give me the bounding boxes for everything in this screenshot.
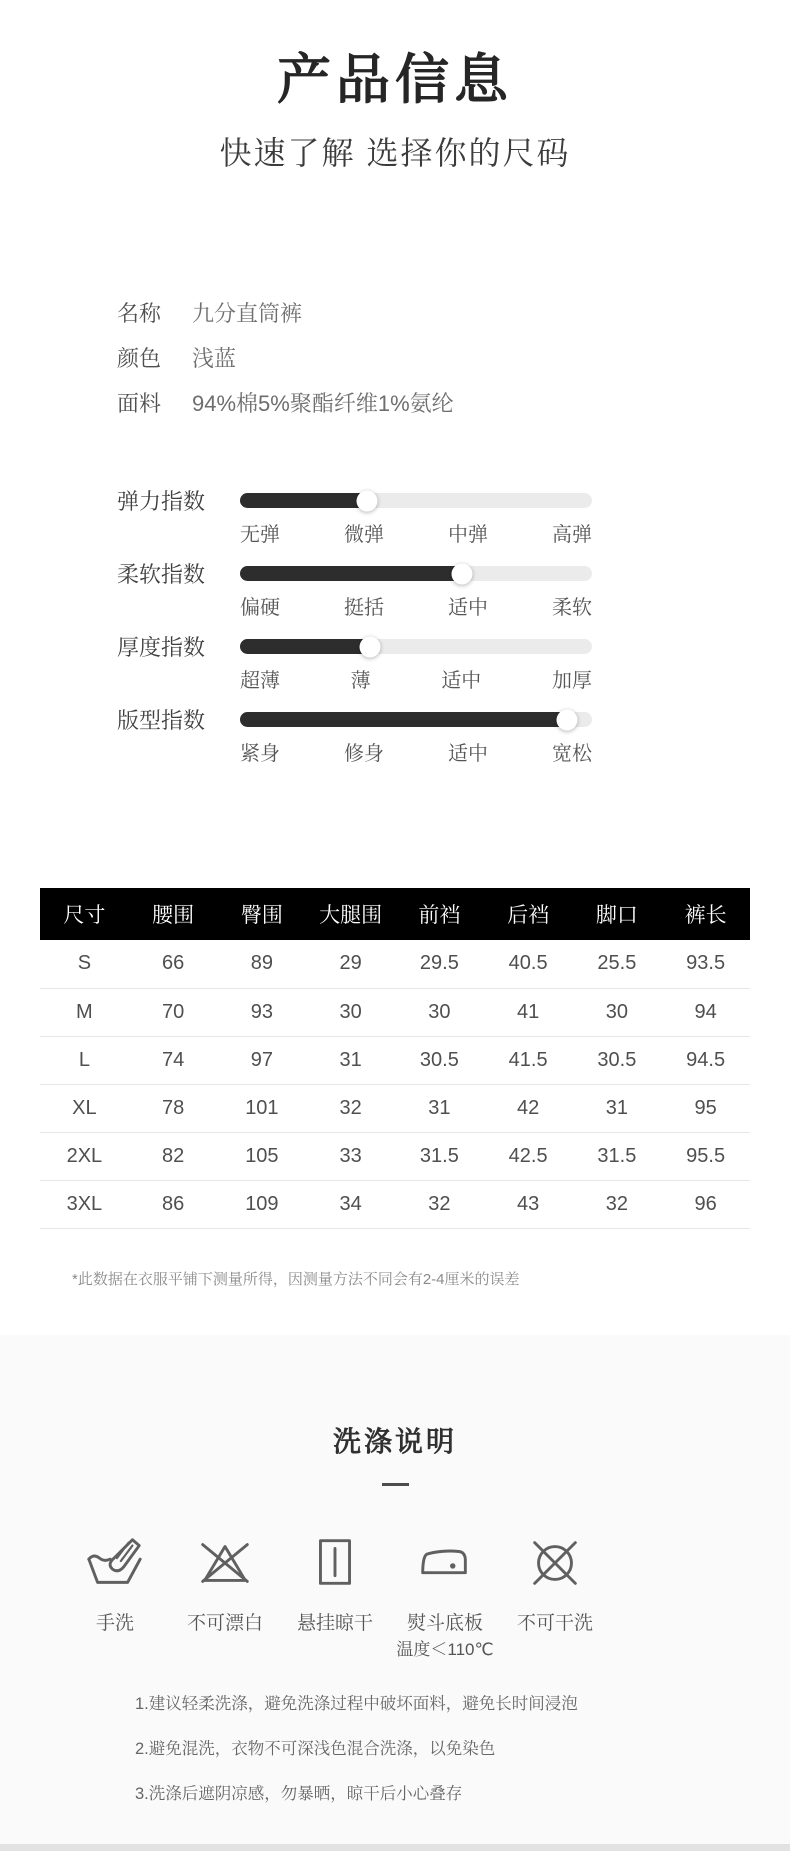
index-scale-label: 中弹: [448, 524, 488, 546]
washing-tip: 3.洗涤后遮阴凉感，勿暴晒，晾干后小心叠存: [135, 1784, 463, 1803]
table-cell: 43: [484, 1180, 573, 1228]
table-cell: M: [40, 988, 129, 1036]
attribute-row: [117, 302, 790, 325]
size-table-header-cell: 大腿围: [306, 888, 395, 940]
attribute-row: [117, 347, 790, 370]
index-bar: [240, 639, 592, 654]
attribute-label: 名称: [117, 301, 162, 326]
index-scale: [240, 597, 592, 620]
table-cell: 30: [306, 988, 395, 1036]
table-cell: 30.5: [395, 1036, 484, 1084]
table-row: [40, 1036, 750, 1084]
table-row: [40, 1180, 750, 1228]
size-table: [40, 888, 750, 1229]
index-row: [0, 708, 790, 766]
table-cell: 32: [395, 1180, 484, 1228]
table-cell: 109: [218, 1180, 307, 1228]
iron-icon: [414, 1532, 476, 1594]
index-label: 柔软指数: [117, 562, 206, 587]
table-cell: 96: [661, 1180, 750, 1228]
size-table-header-cell: 裤长: [661, 888, 750, 940]
index-bar: [240, 712, 592, 727]
index-scale-label: 高弹: [552, 524, 592, 546]
index-scale: [240, 670, 592, 693]
index-bar-fill: [240, 566, 462, 581]
size-table-body: [40, 940, 750, 1228]
table-cell: 30: [395, 988, 484, 1036]
index-bar-fill: [240, 712, 567, 727]
index-scale-label: 适中: [448, 743, 488, 765]
attribute-value: 九分直筒裤: [192, 301, 303, 326]
table-cell: 94: [661, 988, 750, 1036]
table-cell: 30: [573, 988, 662, 1036]
washing-icon-label: 悬挂晾干: [296, 1612, 373, 1634]
washing-icon-cell: [390, 1532, 500, 1660]
index-scale-label: 宽松: [552, 743, 592, 765]
index-bar-fill: [240, 493, 367, 508]
table-cell: 41.5: [484, 1036, 573, 1084]
index-scale-label: 薄: [350, 670, 371, 692]
washing-icon-label: 熨斗底板: [406, 1612, 483, 1634]
attribute-value: 94%棉5%聚酯纤维1%氨纶: [192, 391, 454, 416]
measurement-note: *此数据在衣服平铺下测量所得，因测量方法不同会有2-4厘米的误差: [72, 1270, 520, 1288]
table-cell: 31: [395, 1084, 484, 1132]
table-cell: 31: [306, 1036, 395, 1084]
attribute-label: 面料: [117, 391, 162, 416]
index-scale-label: 适中: [448, 597, 488, 619]
table-cell: 31: [573, 1084, 662, 1132]
size-table-header-row: [40, 888, 750, 940]
table-cell: 40.5: [484, 940, 573, 988]
page-title: 产品信息: [277, 50, 513, 110]
table-cell: 29: [306, 940, 395, 988]
table-cell: 93.5: [661, 940, 750, 988]
attribute-row: [117, 392, 790, 415]
table-cell: 34: [306, 1180, 395, 1228]
table-row: [40, 1084, 750, 1132]
table-cell: 101: [218, 1084, 307, 1132]
size-table-header-cell: 后裆: [484, 888, 573, 940]
index-scale-label: 修身: [344, 743, 384, 765]
washing-title: 洗涤说明: [332, 1425, 457, 1457]
washing-icons-row: [60, 1532, 610, 1660]
index-scale-label: 微弹: [344, 524, 384, 546]
washing-icon-label: 不可干洗: [516, 1612, 593, 1634]
table-cell: S: [40, 940, 129, 988]
index-bar-knob: [557, 709, 578, 730]
table-cell: 95.5: [661, 1132, 750, 1180]
index-row: [0, 635, 790, 693]
table-cell: 97: [218, 1036, 307, 1084]
index-scale: [240, 524, 592, 547]
table-cell: 29.5: [395, 940, 484, 988]
attribute-label: 颜色: [117, 346, 162, 371]
index-scale: [240, 743, 592, 766]
washing-section: [0, 1335, 790, 1851]
index-row: [0, 562, 790, 620]
attributes-list: [0, 302, 790, 415]
table-cell: 82: [129, 1132, 218, 1180]
washing-tips: [135, 1694, 790, 1804]
index-row: [0, 489, 790, 547]
table-cell: 42.5: [484, 1132, 573, 1180]
table-cell: 42: [484, 1084, 573, 1132]
table-cell: 33: [306, 1132, 395, 1180]
table-cell: 74: [129, 1036, 218, 1084]
attribute-value: 浅蓝: [192, 346, 237, 371]
index-scale-label: 挺括: [344, 597, 384, 619]
size-table-header-cell: 腰围: [129, 888, 218, 940]
index-scale-label: 紧身: [240, 743, 280, 765]
washing-icon-label: 不可漂白: [186, 1612, 263, 1634]
index-bar-fill: [240, 639, 370, 654]
index-label: 厚度指数: [117, 635, 206, 660]
size-table-header-cell: 前裆: [395, 888, 484, 940]
index-scale-label: 偏硬: [240, 597, 280, 619]
index-scale-label: 超薄: [240, 670, 280, 692]
table-row: [40, 1132, 750, 1180]
table-cell: 78: [129, 1084, 218, 1132]
washing-icon-cell: [500, 1532, 610, 1660]
index-scale-label: 无弹: [240, 524, 280, 546]
index-bar-knob: [451, 563, 472, 584]
table-cell: 32: [306, 1084, 395, 1132]
washing-icon-sublabel: 温度＜110℃: [396, 1639, 494, 1659]
index-list: [0, 489, 790, 781]
table-cell: 25.5: [573, 940, 662, 988]
index-label: 版型指数: [117, 708, 206, 733]
table-cell: 93: [218, 988, 307, 1036]
washing-icon-cell: [60, 1532, 170, 1660]
index-scale-label: 适中: [441, 670, 482, 692]
index-scale-label: 柔软: [552, 597, 592, 619]
hang-dry-icon: [304, 1532, 366, 1594]
page-subtitle: 快速了解 选择你的尺码: [219, 135, 571, 171]
table-cell: 95: [661, 1084, 750, 1132]
table-row: [40, 988, 750, 1036]
washing-icon-cell: [280, 1532, 390, 1660]
table-cell: 66: [129, 940, 218, 988]
washing-tip: 2.避免混洗，衣物不可深浅色混合洗涤，以免染色: [135, 1739, 496, 1758]
table-cell: 105: [218, 1132, 307, 1180]
bottom-divider: [0, 1844, 790, 1851]
index-bar-knob: [356, 490, 377, 511]
table-cell: 32: [573, 1180, 662, 1228]
no-bleach-icon: [194, 1532, 256, 1594]
size-table-header-cell: 脚口: [573, 888, 662, 940]
table-cell: 2XL: [40, 1132, 129, 1180]
table-cell: 3XL: [40, 1180, 129, 1228]
table-cell: 30.5: [573, 1036, 662, 1084]
table-cell: 31.5: [395, 1132, 484, 1180]
size-table-header-cell: 臀围: [218, 888, 307, 940]
table-row: [40, 940, 750, 988]
table-cell: XL: [40, 1084, 129, 1132]
table-cell: 89: [218, 940, 307, 988]
index-bar: [240, 493, 592, 508]
table-cell: L: [40, 1036, 129, 1084]
no-dry-clean-icon: [524, 1532, 586, 1594]
index-scale-label: 加厚: [551, 670, 592, 692]
size-table-header: [40, 888, 750, 940]
table-cell: 31.5: [573, 1132, 662, 1180]
table-cell: 70: [129, 988, 218, 1036]
table-cell: 94.5: [661, 1036, 750, 1084]
size-table-header-cell: 尺寸: [40, 888, 129, 940]
washing-icon-cell: [170, 1532, 280, 1660]
hand-wash-icon: [84, 1532, 146, 1594]
washing-icon-label: 手洗: [95, 1612, 134, 1634]
washing-tip: 1.建议轻柔洗涤，避免洗涤过程中破坏面料，避免长时间浸泡: [135, 1694, 578, 1713]
divider-dash: [382, 1483, 409, 1486]
table-cell: 41: [484, 988, 573, 1036]
index-bar: [240, 566, 592, 581]
table-cell: 86: [129, 1180, 218, 1228]
index-bar-knob: [360, 636, 381, 657]
index-label: 弹力指数: [117, 489, 206, 514]
